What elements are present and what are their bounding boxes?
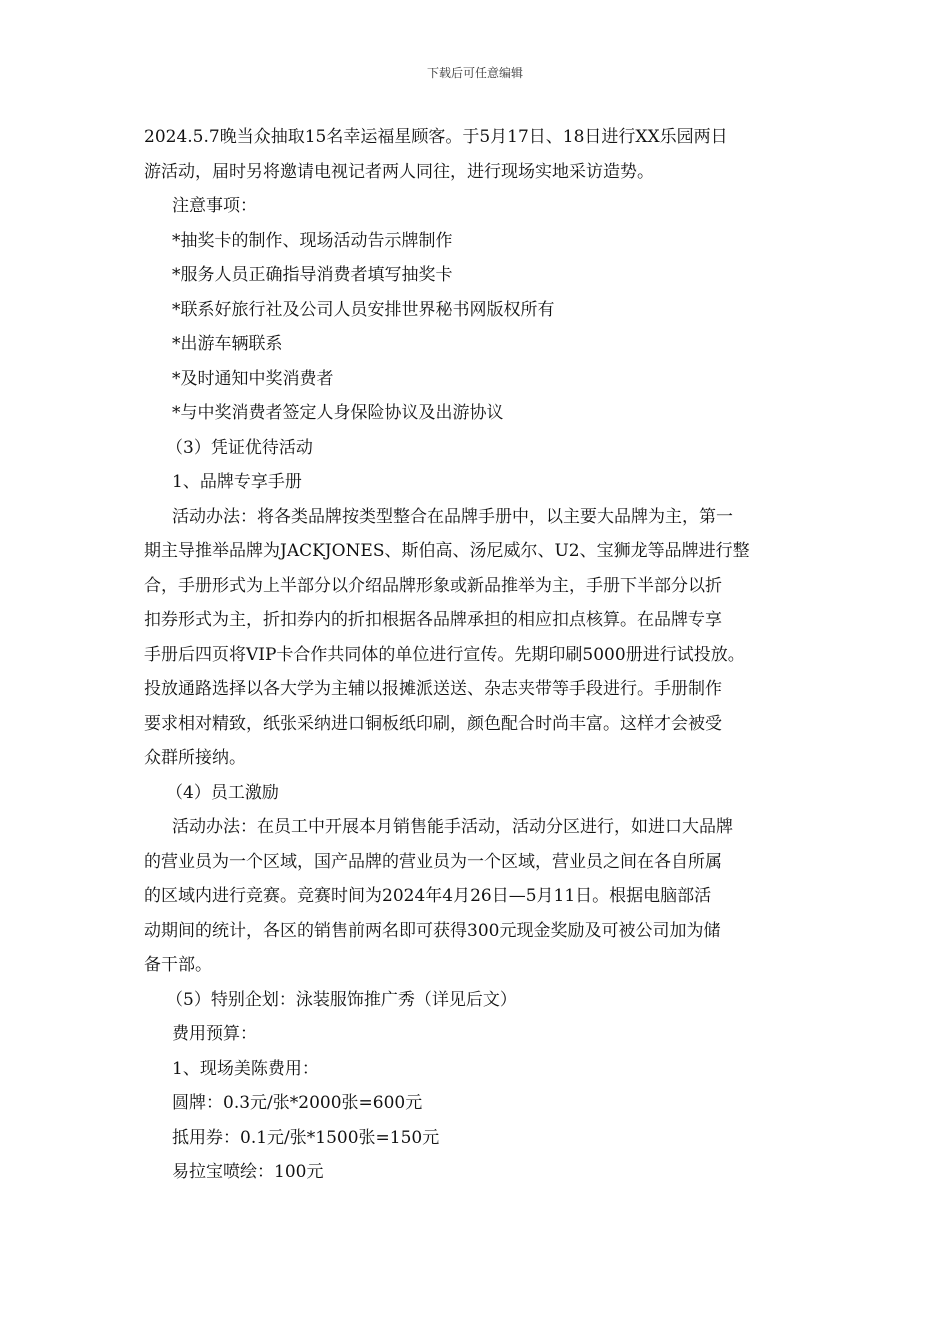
note-item: *出游车辆联系 (172, 334, 283, 354)
paragraph-line: 游活动，届时另将邀请电视记者两人同往，进行现场实地采访造势。 (144, 161, 654, 182)
subsection-heading: 1、品牌专享手册 (172, 472, 302, 492)
paragraph-line: 活动办法：在员工中开展本月销售能手活动，活动分区进行，如进口大品牌 (172, 817, 733, 837)
paragraph-line: 投放通路选择以各大学为主辅以报摊派送送、杂志夹带等手段进行。手册制作 (144, 679, 722, 699)
document-body (144, 120, 814, 1190)
section-heading: （5）特别企划：泳装服饰推广秀（详见后文） (166, 989, 517, 1010)
note-item: *抽奖卡的制作、现场活动告示牌制作 (172, 230, 453, 251)
page-header: 下载后可任意编辑 (426, 66, 523, 80)
paragraph-line: 合，手册形式为上半部分以介绍品牌形象或新品推举为主，手册下半部分以折 (144, 575, 722, 596)
paragraph-line: 备干部。 (144, 955, 212, 975)
note-item: *及时通知中奖消费者 (172, 368, 334, 389)
budget-title: 费用预算： (172, 1024, 257, 1044)
budget-subheading: 1、现场美陈费用： (172, 1058, 319, 1079)
section-heading: （4）员工激励 (166, 782, 279, 803)
paragraph-line: 动期间的统计，各区的销售前两名即可获得300元现金奖励及可被公司加为储 (144, 920, 721, 941)
budget-item: 圆牌：0.3元/张*2000张=600元 (172, 1093, 423, 1113)
paragraph-line: 要求相对精致，纸张采纳进口铜板纸印刷，颜色配合时尚丰富。这样才会被受 (144, 713, 722, 734)
paragraph-line: 的营业员为一个区域，国产品牌的营业员为一个区域，营业员之间在各自所属 (144, 851, 722, 872)
paragraph-line: 期主导推举品牌为JACKJONES、斯伯高、汤尼威尔、U2、宝狮龙等品牌进行整 (144, 541, 750, 561)
paragraph-line: 手册后四页将VIP卡合作共同体的单位进行宣传。先期印刷5000册进行试投放。 (144, 644, 745, 665)
paragraph-line: 活动办法：将各类品牌按类型整合在品牌手册中，以主要大品牌为主，第一 (172, 506, 733, 527)
note-item: *与中奖消费者签定人身保险协议及出游协议 (172, 403, 504, 423)
paragraph-line: 2024.5.7晚当众抽取15名幸运福星顾客。于5月17日、18日进行XX乐园两日 (144, 127, 728, 147)
notes-title: 注意事项： (172, 196, 257, 216)
section-heading: （3）凭证优待活动 (166, 437, 313, 458)
note-item: *联系好旅行社及公司人员安排世界秘书网版权所有 (172, 299, 555, 320)
note-item: *服务人员正确指导消费者填写抽奖卡 (172, 265, 453, 285)
budget-item: 抵用券：0.1元/张*1500张=150元 (172, 1127, 440, 1148)
paragraph-line: 扣券形式为主，折扣券内的折扣根据各品牌承担的相应扣点核算。在品牌专享 (144, 610, 722, 630)
budget-item: 易拉宝喷绘：100元 (172, 1162, 324, 1182)
paragraph-line: 的区域内进行竞赛。竞赛时间为2024年4月26日—5月11日。根据电脑部活 (144, 886, 712, 906)
paragraph-line: 众群所接纳。 (144, 748, 246, 768)
